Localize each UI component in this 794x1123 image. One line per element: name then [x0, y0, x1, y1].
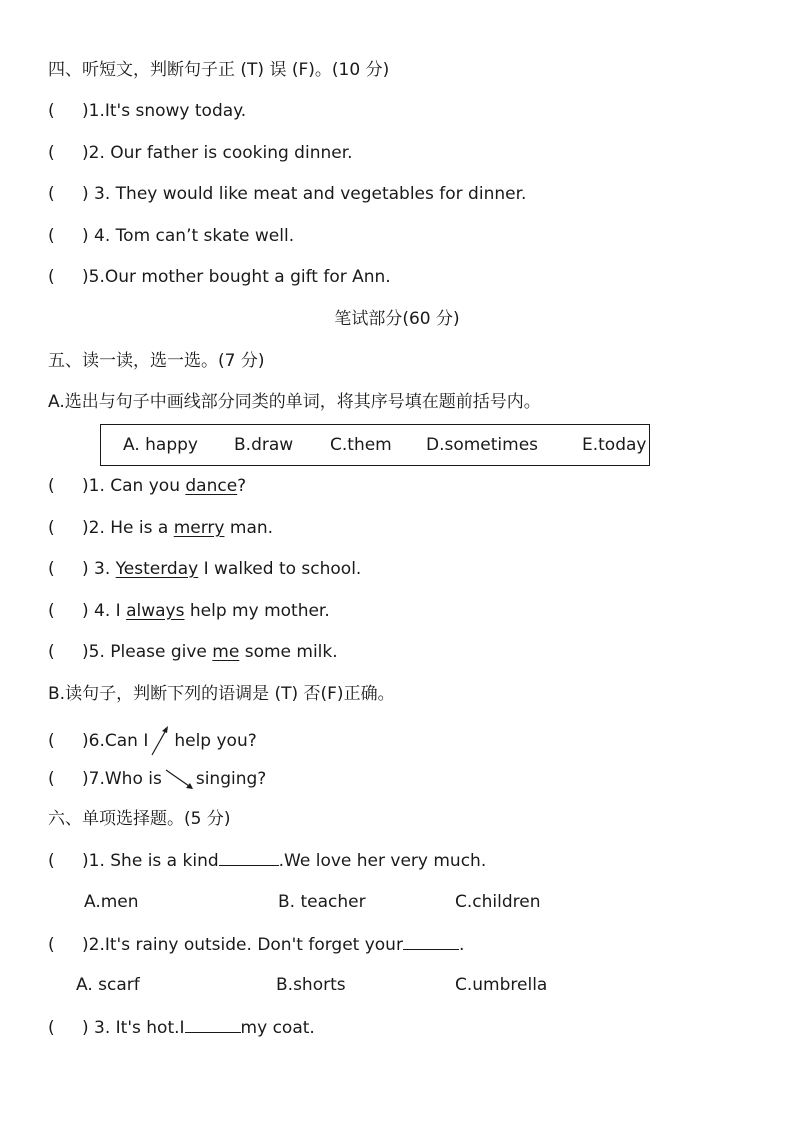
section5-partB-instruction: B.读句子，判断下列的语调是 (T) 否(F)正确。	[48, 684, 395, 704]
answer-bracket[interactable]: (	[48, 226, 55, 246]
answer-bracket[interactable]: (	[48, 559, 55, 579]
underlined-word: always	[126, 601, 185, 621]
fill-blank[interactable]	[219, 849, 279, 866]
underlined-word: Yesterday	[115, 559, 199, 579]
section6-heading: 六、单项选择题。(5 分)	[48, 809, 231, 829]
partA-question-4: ( ) 4. I always help my mother.	[48, 601, 330, 621]
section4-item-4: ( ) 4. Tom can’t skate well.	[48, 226, 295, 246]
section5-heading: 五、读一读，选一选。(7 分)	[48, 351, 265, 371]
partA-question-5: ( )5. Please give me some milk.	[48, 642, 338, 662]
word-option-c: C.them	[330, 435, 392, 455]
fill-blank[interactable]	[403, 933, 459, 950]
answer-bracket[interactable]: (	[48, 518, 55, 538]
section4-item-1: ( )1.It's snowy today.	[48, 101, 247, 121]
fill-blank[interactable]	[185, 1016, 241, 1033]
answer-bracket[interactable]: (	[48, 851, 55, 871]
choice-question-1: ( )1. She is a kind .We love her very much.	[48, 851, 487, 871]
answer-bracket[interactable]: (	[48, 935, 55, 955]
underlined-word: dance	[185, 476, 238, 496]
word-option-a: A. happy	[123, 435, 198, 455]
answer-bracket[interactable]: (	[48, 1018, 55, 1038]
choice-question-2: ( )2.It's rainy outside. Don't forget your .	[48, 935, 465, 955]
choice-1-option-b[interactable]: B. teacher	[278, 892, 366, 912]
section4-item-3: ( ) 3. They would like meat and vegetables for dinner.	[48, 184, 527, 204]
section5-partA-instruction: A.选出与句子中画线部分同类的单词，将其序号填在题前括号内。	[48, 392, 541, 412]
choice-1-option-a[interactable]: A.men	[84, 892, 139, 912]
choice-2-option-b[interactable]: B.shorts	[276, 975, 346, 995]
underlined-word: me	[212, 642, 240, 662]
word-option-b: B.draw	[234, 435, 294, 455]
partA-question-2: ( )2. He is a merry man.	[48, 518, 274, 538]
answer-bracket[interactable]: (	[48, 601, 55, 621]
section4-item-5: ( )5.Our mother bought a gift for Ann.	[48, 267, 391, 287]
answer-bracket[interactable]: (	[48, 642, 55, 662]
section4-heading: 四、听短文，判断句子正 (T) 误 (F)。(10 分)	[48, 60, 390, 80]
choice-1-option-c[interactable]: C.children	[455, 892, 541, 912]
choice-question-3: ( ) 3. It's hot.I my coat.	[48, 1018, 315, 1038]
answer-bracket[interactable]: (	[48, 101, 55, 121]
choice-2-option-a[interactable]: A. scarf	[76, 975, 140, 995]
answer-bracket[interactable]: (	[48, 143, 55, 163]
answer-bracket[interactable]: (	[48, 184, 55, 204]
written-part-title: 笔试部分(60 分)	[334, 309, 460, 329]
underlined-word: merry	[173, 518, 225, 538]
answer-bracket[interactable]: (	[48, 267, 55, 287]
falling-intonation-arrow-icon	[162, 766, 196, 792]
word-option-d: D.sometimes	[426, 435, 539, 455]
answer-bracket[interactable]: (	[48, 476, 55, 496]
word-option-e: E.today	[582, 435, 647, 455]
answer-bracket[interactable]: (	[48, 769, 55, 789]
section4-item-2: ( )2. Our father is cooking dinner.	[48, 143, 353, 163]
rising-intonation-arrow-icon	[148, 725, 174, 757]
partB-question-6: ( )6.Can I help you?	[48, 725, 257, 757]
partB-question-7: ( )7.Who is singing?	[48, 766, 266, 792]
partA-question-3: ( ) 3. Yesterday I walked to school.	[48, 559, 362, 579]
word-bank-box	[100, 424, 650, 466]
partA-question-1: ( )1. Can you dance?	[48, 476, 247, 496]
answer-bracket[interactable]: (	[48, 731, 55, 751]
choice-2-option-c[interactable]: C.umbrella	[455, 975, 548, 995]
